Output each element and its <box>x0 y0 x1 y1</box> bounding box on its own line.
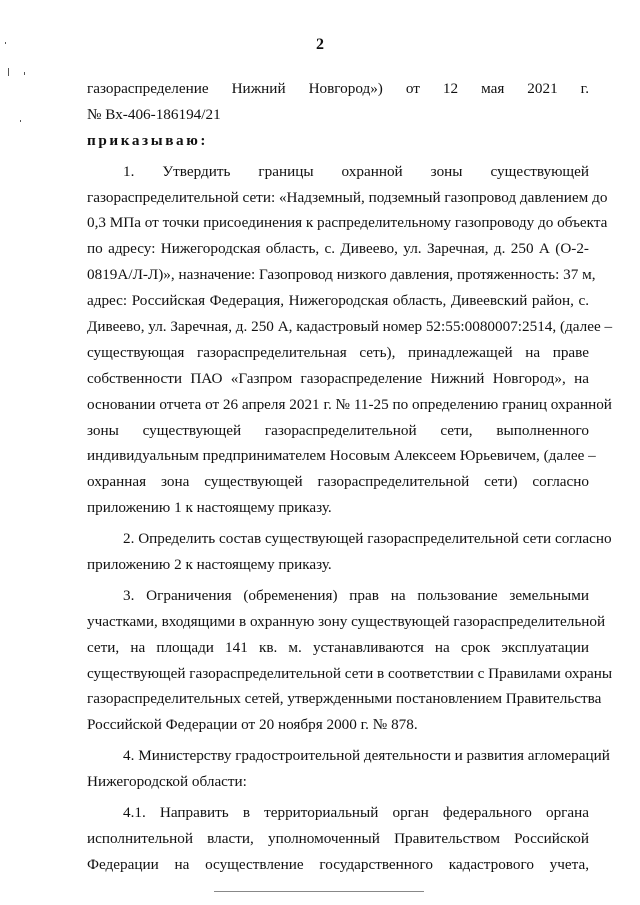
text-line: газораспределение Нижний Новгород») от 12 мая 2021 г. <box>87 80 589 97</box>
text-line: газораспределительной сети: «Надземный, подземный газопровод давлением до <box>87 188 608 206</box>
text-line: Федерации на осуществление государственного кадастрового учета, <box>87 855 589 873</box>
text-line: существующая газораспределительная сеть), принадлежащей на праве <box>87 343 589 361</box>
scan-bottom-rule <box>214 891 424 892</box>
text-line: 4. Министерству градостроительной деятельности и развития агломераций <box>123 747 610 765</box>
text-line: сети, на площади 141 кв. м. устанавливаются на срок эксплуатации <box>87 638 589 656</box>
text-line: адрес: Российская Федерация, Нижегородская область, Дивеевский район, с. <box>87 292 589 310</box>
scan-margin-mark <box>24 72 25 75</box>
text-line: 3. Ограничения (обременения) прав на пользование земельными <box>123 586 589 604</box>
text-line: существующей газораспределительной сети в соответствии с Правилами охраны <box>87 664 613 682</box>
text-line: собственности ПАО «Газпром газораспределение Нижний Новгород», на <box>87 369 589 387</box>
text-line: исполнительной власти, уполномоченный Правительством Российской <box>87 829 589 847</box>
page-number: 2 <box>316 36 324 53</box>
text-line: 0,3 МПа от точки присоединения к распределительному газопроводу до объекта <box>87 214 608 232</box>
scan-margin-mark <box>5 42 6 44</box>
text-line: основании отчета от 26 апреля 2021 г. № 11-25 по определению границ охранной <box>87 395 612 413</box>
text-line: газораспределительных сетей, утвержденными постановлением Правительства <box>87 690 602 708</box>
scan-margin-mark <box>20 120 21 122</box>
text-line: 0819А/Л-Л)», назначение: Газопровод низкого давления, протяженность: 37 м, <box>87 266 596 284</box>
text-line: 4.1. Направить в территориальный орган федерального органа <box>123 804 589 822</box>
order-heading: приказываю: <box>87 131 209 149</box>
text-line: Нижегородской области: <box>87 773 247 791</box>
text-line: зоны существующей газораспределительной сети, выполненного <box>87 421 589 439</box>
text-line: приложению 2 к настоящему приказу. <box>87 556 332 574</box>
text-line: Российской Федерации от 20 ноября 2000 г. № 878. <box>87 716 418 734</box>
text-line: приложению 1 к настоящему приказу. <box>87 499 332 517</box>
scan-margin-mark <box>8 68 9 76</box>
text-line: 2. Определить состав существующей газораспределительной сети согласно <box>123 530 612 548</box>
text-line: индивидуальным предпринимателем Носовым Алексеем Юрьевичем, (далее – <box>87 447 596 465</box>
document-body <box>87 76 613 878</box>
text-line: № Вх-406-186194/21 <box>87 105 221 123</box>
text-line: Дивеево, ул. Заречная, д. 250 А, кадастровый номер 52:55:0080007:2514, (далее – <box>87 318 613 336</box>
text-line: 1. Утвердить границы охранной зоны существующей <box>123 162 589 180</box>
text-line: охранная зона существующей газораспределительной сети) согласно <box>87 473 589 491</box>
text-line: по адресу: Нижегородская область, с. Дивеево, ул. Заречная, д. 250 А (О-2- <box>87 240 589 258</box>
text-line: участками, входящими в охранную зону существующей газораспределительной <box>87 612 606 630</box>
